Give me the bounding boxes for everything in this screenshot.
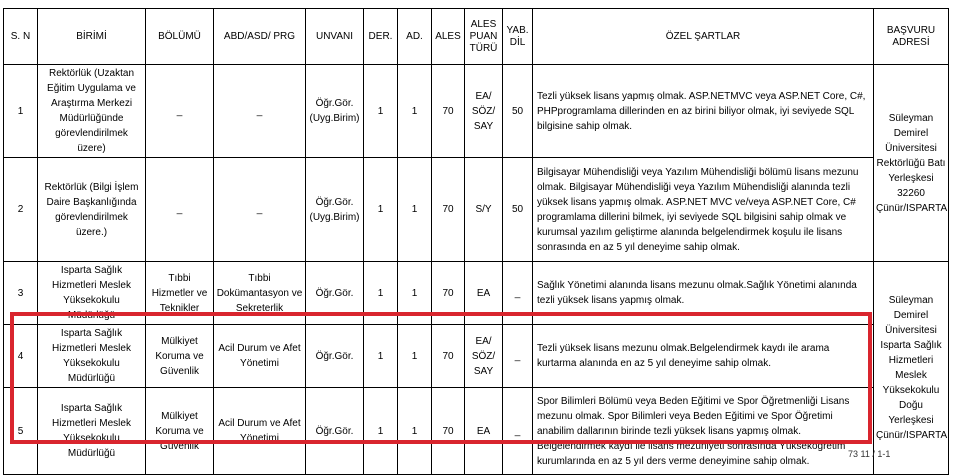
cell-ales-puan: S/Y [465, 158, 503, 262]
cell-ales-puan: EA [465, 262, 503, 325]
cell-basvuru-group1: Süleyman Demirel Üniversitesi Rektörlüğü Batı Yerleşkesi 32260 Çünür/ISPARTA [874, 65, 949, 262]
cell-ales: 70 [432, 262, 465, 325]
cell-ales-puan: EA [465, 388, 503, 475]
cell-bolum: Mülkiyet Koruma ve Güvenlik [146, 325, 214, 388]
cell-bolum: Tıbbi Hizmetler ve Teknikler [146, 262, 214, 325]
cell-ales-puan: EA/ SÖZ/ SAY [465, 65, 503, 158]
cell-bolum: _ [146, 65, 214, 158]
cell-ozel-sartlar: Spor Bilimleri Bölümü veya Beden Eğitimi ve Spor Öğretmenliği Lisans mezunu olmak. Spor Bilimleri veya Beden Eğitimi ve Spor Öğretimi anabilim dallarının birinde tezli yüksek lisans yapmış olmak. Belgelendirmek kaydı ile lisans mezuniyeti sonrasında Yükseköğretim kurumlarında en az 5 yıl ders verme deneyimine sahip olmak. [533, 388, 874, 475]
table-row [4, 65, 949, 158]
cell-birim: Rektörlük (Bilgi İşlem Daire Başkanlığında görevlendirilmek üzere.) [38, 158, 146, 262]
cell-abd: Tıbbi Dokümantasyon ve Sekreterlik [214, 262, 306, 325]
cell-unvan: Öğr.Gör. [306, 262, 364, 325]
header-bolum: BÖLÜMÜ [146, 9, 214, 65]
cell-der: 1 [364, 158, 398, 262]
cell-yab-dil: 50 [503, 65, 533, 158]
cell-basvuru-group2: Süleyman Demirel Üniversitesi Isparta Sağlık Hizmetleri Meslek Yüksekokulu Doğu Yerleşkesi Çünür/ISPARTA [874, 262, 949, 475]
cell-birim: Isparta Sağlık Hizmetleri Meslek Yüksekokulu Müdürlüğü [38, 262, 146, 325]
cell-ad: 1 [398, 262, 432, 325]
cell-unvan: Öğr.Gör. (Uyg.Birim) [306, 158, 364, 262]
cell-der: 1 [364, 262, 398, 325]
cell-ales: 70 [432, 388, 465, 475]
cell-birim: Isparta Sağlık Hizmetleri Meslek Yüksekokulu Müdürlüğü [38, 388, 146, 475]
cell-abd: _ [214, 65, 306, 158]
cell-abd: Acil Durum ve Afet Yönetimi [214, 388, 306, 475]
header-basvuru: BAŞVURU ADRESİ [874, 9, 949, 65]
cell-ad: 1 [398, 325, 432, 388]
cell-yab-dil: 50 [503, 158, 533, 262]
cell-ozel-sartlar: Tezli yüksek lisans mezunu olmak.Belgelendirmek kaydı ile arama kurtarma alanında en az 5 yıl deneyime sahip olmak. [533, 325, 874, 388]
cell-ales-puan: EA/ SÖZ/ SAY [465, 325, 503, 388]
cell-ad: 1 [398, 65, 432, 158]
page-footer: 73 11 / 1-1 [848, 449, 891, 459]
cell-ales: 70 [432, 158, 465, 262]
cell-unvan: Öğr.Gör. [306, 325, 364, 388]
cell-ad: 1 [398, 388, 432, 475]
header-ales: ALES [432, 9, 465, 65]
header-unvan: UNVANI [306, 9, 364, 65]
header-abd: ABD/ASD/ PRG [214, 9, 306, 65]
cell-sn: 4 [4, 325, 38, 388]
cell-yab-dil: _ [503, 262, 533, 325]
header-sn: S. N [4, 9, 38, 65]
cell-ozel-sartlar: Bilgisayar Mühendisliği veya Yazılım Mühendisliği bölümü lisans mezunu olmak. Bilgisayar Mühendisliği veya Yazılım Mühendisliği alanında tezli yüksek lisans yapmış olmak. ASP.NET MVC ve/veya ASP.NET Core, C# programlama dillerini bilmek, iyi seviyede SQL bilgisini sahip olmak ve kurumsal yazılım geliştirme alanında belgelendirmek koşulu ile lisans sonrasında en az 5 yıl deneyime sahip olmak. [533, 158, 874, 262]
cell-ozel-sartlar: Tezli yüksek lisans yapmış olmak. ASP.NETMVC veya ASP.NET Core, C#, PHPprogramlama dillerinden en az birini biliyor olmak, iyi seviyede SQL bilgisine sahip olmak. [533, 65, 874, 158]
header-ozel-sartlar: ÖZEL ŞARTLAR [533, 9, 874, 65]
position-table [3, 8, 949, 475]
cell-birim: Isparta Sağlık Hizmetleri Meslek Yüksekokulu Müdürlüğü [38, 325, 146, 388]
cell-ad: 1 [398, 158, 432, 262]
table-row [4, 325, 949, 388]
table-row [4, 262, 949, 325]
header-ad: AD. [398, 9, 432, 65]
header-birim: BİRİMİ [38, 9, 146, 65]
header-ales-puan: ALES PUAN TÜRÜ [465, 9, 503, 65]
cell-yab-dil: _ [503, 325, 533, 388]
table-row [4, 388, 949, 475]
table-row [4, 158, 949, 262]
cell-sn: 2 [4, 158, 38, 262]
cell-sn: 1 [4, 65, 38, 158]
cell-der: 1 [364, 65, 398, 158]
cell-abd: Acil Durum ve Afet Yönetimi [214, 325, 306, 388]
cell-sn: 3 [4, 262, 38, 325]
cell-birim: Rektörlük (Uzaktan Eğitim Uygulama ve Araştırma Merkezi Müdürlüğünde görevlendirilmek üzere) [38, 65, 146, 158]
cell-bolum: _ [146, 158, 214, 262]
cell-unvan: Öğr.Gör. [306, 388, 364, 475]
cell-abd: _ [214, 158, 306, 262]
cell-sn: 5 [4, 388, 38, 475]
cell-ales: 70 [432, 65, 465, 158]
cell-ales: 70 [432, 325, 465, 388]
cell-ozel-sartlar: Sağlık Yönetimi alanında lisans mezunu olmak.Sağlık Yönetimi alanında tezli yüksek lisans yapmış olmak. [533, 262, 874, 325]
cell-yab-dil: _ [503, 388, 533, 475]
header-yab-dil: YAB. DİL [503, 9, 533, 65]
header-row [4, 9, 949, 65]
cell-unvan: Öğr.Gör. (Uyg.Birim) [306, 65, 364, 158]
cell-der: 1 [364, 325, 398, 388]
cell-bolum: Mülkiyet Koruma ve Güvenlik [146, 388, 214, 475]
header-der: DER. [364, 9, 398, 65]
cell-der: 1 [364, 388, 398, 475]
